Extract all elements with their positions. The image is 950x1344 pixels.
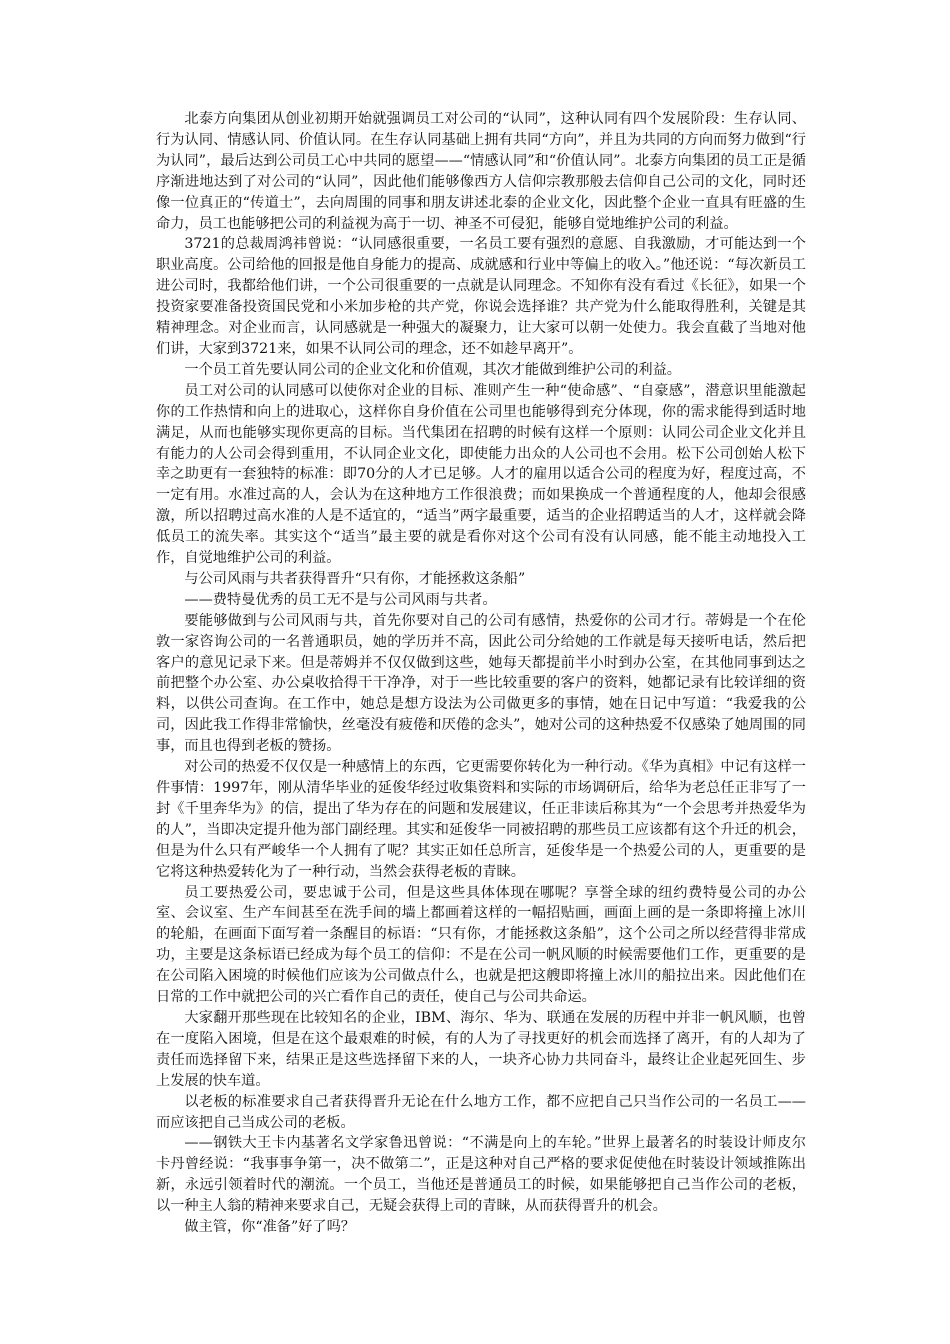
section-heading-boss-standard: 以老板的标准要求自己者获得晋升无论在什么地方工作，都不应把自己只当作公司的一名员工——而应该把自己当成公司的老板。 [156,1093,806,1131]
paragraph-sense-of-mission: 员工对公司的认同感可以使你对企业的目标、准则产生一种“使命感”、“自豪感”，潜意识里能激起你的工作热情和向上的进取心，这样你自身价值在公司里也能够得到充分体现，你的需求能得到适时地满足，从而也能够实现你更高的目标。当代集团在招聘的时候有这样一个原则：认同公司企业文化并且有能力的人公司会得到重用，不认同企业文化，即使能力出众的人公司也不会用。松下公司创始人松下幸之助更有一套独特的标准：即70分的人才已足够。人才的雇用以适合公司的程度为好，程度过高，不一定有用。水准过高的人，会认为在这种地方工作很浪费；而如果换成一个普通程度的人，他却会很感激，所以招聘过高水准的人是不适宜的，“适当”两字最重要，适当的企业招聘适当的人才，这样就会降低员工的流失率。其实这个“适当”最主要的就是看你对这个公司有没有认同感，能不能主动地投入工作，自觉地维护公司的利益。 [156,382,806,567]
paragraph-culture-first: 一个员工首先要认同公司的企业文化和价值观，其次才能做到维护公司的利益。 [184,361,681,378]
section-heading-ready-to-manage: 做主管，你“准备”好了吗？ [184,1219,355,1236]
paragraph-famous-companies: 大家翻开那些现在比较知名的企业，IBM、海尔、华为、联通在发展的历程中并非一帆风顺，也曾在一度陷入困境，但是在这个最艰难的时候，有的人为了寻找更好的机会而选择了离开，有的人却为了责任而选择留下来，结果正是这些选择留下来的人，一块齐心协力共同奋斗，最终让企业起死回生、步上发展的快车道。 [156,1009,806,1089]
section-quote-fetterman: ——费特曼优秀的员工无不是与公司风雨与共者。 [184,591,497,608]
paragraph-tim-story: 要能够做到与公司风雨与共，首先你要对自己的公司有感情，热爱你的公司才行。蒂姆是一个在伦敦一家咨询公司的一名普通职员，她的学历并不高，因此公司分给她的工作就是每天接听电话，然后把客户的意见记录下来。但是蒂姆并不仅仅做到这些，她每天都提前半小时到办公室，在其他同事到达之前把整个办公室、办公桌收拾得干干净净，对于一些比较重要的客户的资料，她都记录有比较详细的资料，以供公司查询。在工作中，她总是想方设法为公司做更多的事情，她在日记中写道：“我爱我的公司，因此我工作得非常愉快，丝毫没有疲倦和厌倦的念头”，她对公司的这种热爱不仅感染了她周围的同事，而且也得到老板的赞扬。 [156,612,806,755]
paragraph-carnegie-cardin: ——钢铁大王卡内基著名文学家鲁迅曾说：“不满是向上的车轮。”世界上最著名的时装设计师皮尔 卡丹曾经说：“我事事争第一，决不做第二”，正是这种对自己严格的要求促使他在时装设计领域推陈出新，永远引领着时代的潮流。一个员工，当他还是普通员工的时候，如果能够把自己当作公司的老板，以一种主人翁的精神来要求自己，无疑会获得上司的青睐，从而获得晋升的机会。 [156,1135,806,1215]
paragraph-identification-stages: 北泰方向集团从创业初期开始就强调员工对公司的“认同”，这种认同有四个发展阶段：生存认同、行为认同、情感认同、价值认同。在生存认同基础上拥有共同“方向”，并且为共同的方向而努力做到“行为认同”，最后达到公司员工心中共同的愿望——“情感认同”和“价值认同”。北泰方向集团的员工正是循序渐进地达到了对公司的“认同”，因此他们能够像西方人信仰宗教那般去信仰自己公司的文化，同时还像一位真正的“传道士”，去向周围的同事和朋友讲述北泰的企业文化，因此整个企业一直具有旺盛的生命力，员工也能够把公司的利益视为高于一切、神圣不可侵犯，能够自觉地维护公司的利益。 [156,111,806,232]
paragraph-save-the-ship: 员工要热爱公司，要忠诚于公司，但是这些具体体现在哪呢？享誉全球的纽约费特曼公司的办公室、会议室、生产车间甚至在洗手间的墙上都画着这样的一幅招贴画，画面上画的是一条即将撞上冰川的轮船，在画面下面写着一条醒目的标语：“只有你，才能拯救这条船”，这个公司之所以经营得非常成功，主要是这条标语已经成为每个员工的信仰：不是在公司一帆风顺的时候需要他们工作，更重要的是在公司陷入困境的时候他们应该为公司做点什么，也就是把这艘即将撞上冰川的船拉出来。因此他们在日常的工作中就把公司的兴亡看作自己的责任，使自己与公司共命运。 [156,884,806,1006]
section-heading-share-storms: 与公司风雨与共者获得晋升“只有你，才能拯救这条船” [184,570,526,587]
paragraph-3721-quote: 3721的总裁周鸿祎曾说：“认同感很重要，一名员工要有强烈的意愿、自我激励，才可能达到一个职业高度。公司给他的回报是他自身能力的提高、成就感和行业中等偏上的收入。”他还说：“每次新员工进公司时，我都给他们讲，一个公司很重要的一点就是认同理念。不知你有没有看过《长征》，如果一个投资家要准备投资国民党和小米加步枪的共产党，你说会选择谁？共产党为什么能取得胜利，关键是其精神理念。对企业而言，认同感就是一种强大的凝聚力，让大家可以朝一处使力。我会直截了当地对他们讲，大家到3721来，如果不认同公司的理念，还不如趁早离开”。 [156,236,806,357]
document-body [156,109,806,1238]
paragraph-huawei-story: 对公司的热爱不仅仅是一种感情上的东西，它更需要你转化为一种行动。《华为真相》中记有这样一件事情：1997年，刚从清华毕业的延俊华经过收集资料和实际的市场调研后，给华为老总任正非写了一封《千里奔华为》的信，提出了华为存在的问题和发展建议，任正非读后称其为“一个会思考并热爱华为的人”，当即决定提升他为部门副经理。其实和延俊华一同被招聘的那些员工应该都有这个升迁的机会，但是为什么只有严峻华一个人拥有了呢？其实正如任总所言，延俊华是一个热爱公司的人，更重要的是它将这种热爱转化为了一种行动，当然会获得老板的青睐。 [156,759,806,880]
